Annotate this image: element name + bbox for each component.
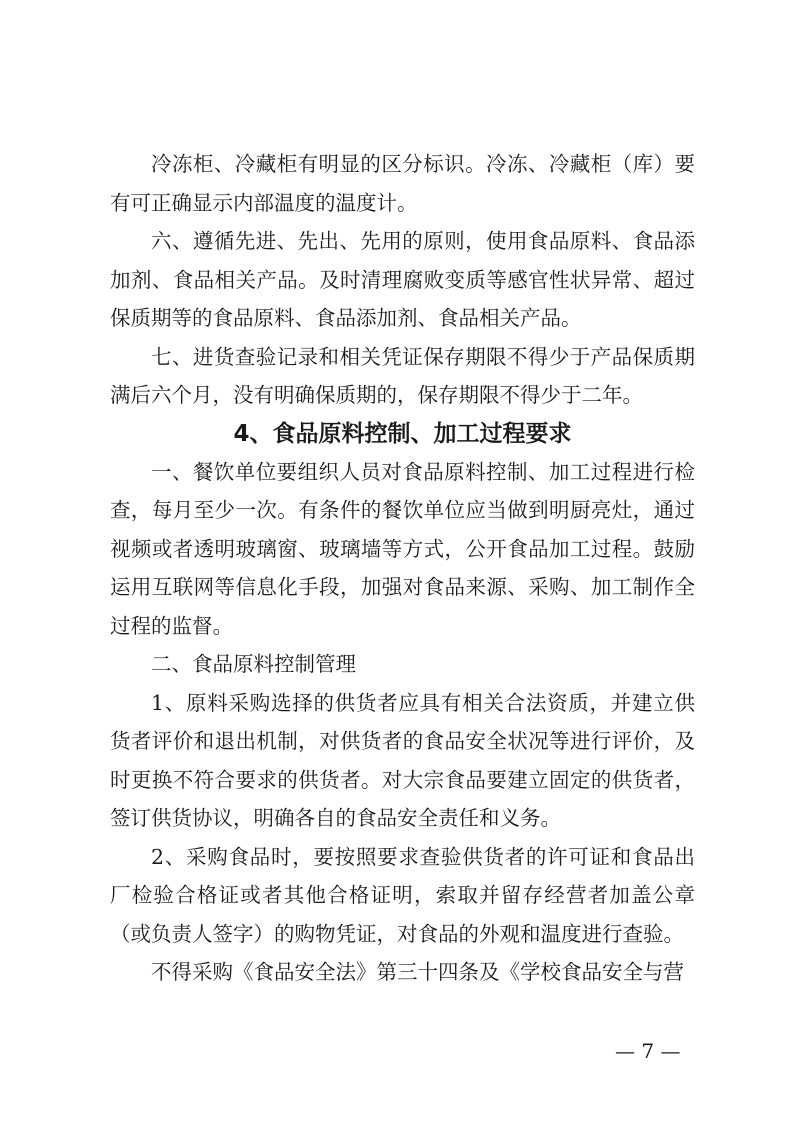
paragraph-seven-records: 七、进货查验记录和相关凭证保存期限不得少于产品保质期满后六个月，没有明确保质期的，保存期限不得少于二年。 xyxy=(110,344,695,407)
paragraph-six-fifo: 六、遵循先进、先出、先用的原则，使用食品原料、食品添加剂、食品相关产品。及时清理腐败变质等感官性状异常、超过保质期等的食品原料、食品添加剂、食品相关产品。 xyxy=(110,229,695,330)
paragraph-freezer-labels: 冷冻柜、冷藏柜有明显的区分标识。冷冻、冷藏柜（库）要有可正确显示内部温度的温度计。 xyxy=(110,152,695,215)
paragraph-item-2-purchasing: 2、采购食品时，要按照要求查验供货者的许可证和食品出厂检验合格证或者其他合格证明，索取并留存经营者加盖公章（或负责人签字）的购物凭证，对食品的外观和温度进行查验。 xyxy=(110,844,695,946)
paragraph-two-material-control: 二、食品原料控制管理 xyxy=(151,652,356,676)
paragraph-one-inspection: 一、餐饮单位要组织人员对食品原料控制、加工过程进行检查，每月至少一次。有条件的餐饮单位应当做到明厨亮灶，通过视频或者透明玻璃窗、玻璃墙等方式，公开食品加工过程。鼓励运用互联网等信息化手段，加强对食品来源、采购、加工制作全过程的监督。 xyxy=(110,459,695,638)
paragraph-item-1-suppliers: 1、原料采购选择的供货者应具有相关合法资质，并建立供货者评价和退出机制，对供货者的食品安全状况等进行评价，及时更换不符合要求的供货者。对大宗食品要建立固定的供货者，签订供货协议，明确各自的食品安全责任和义务。 xyxy=(110,690,695,830)
section-heading: 4、食品原料控制、加工过程要求 xyxy=(233,420,572,447)
page-number: — 7 — xyxy=(615,1039,681,1063)
paragraph-prohibited-purchase: 不得采购《食品安全法》第三十四条及《学校食品安全与营 xyxy=(151,960,684,984)
document-body xyxy=(110,145,695,992)
